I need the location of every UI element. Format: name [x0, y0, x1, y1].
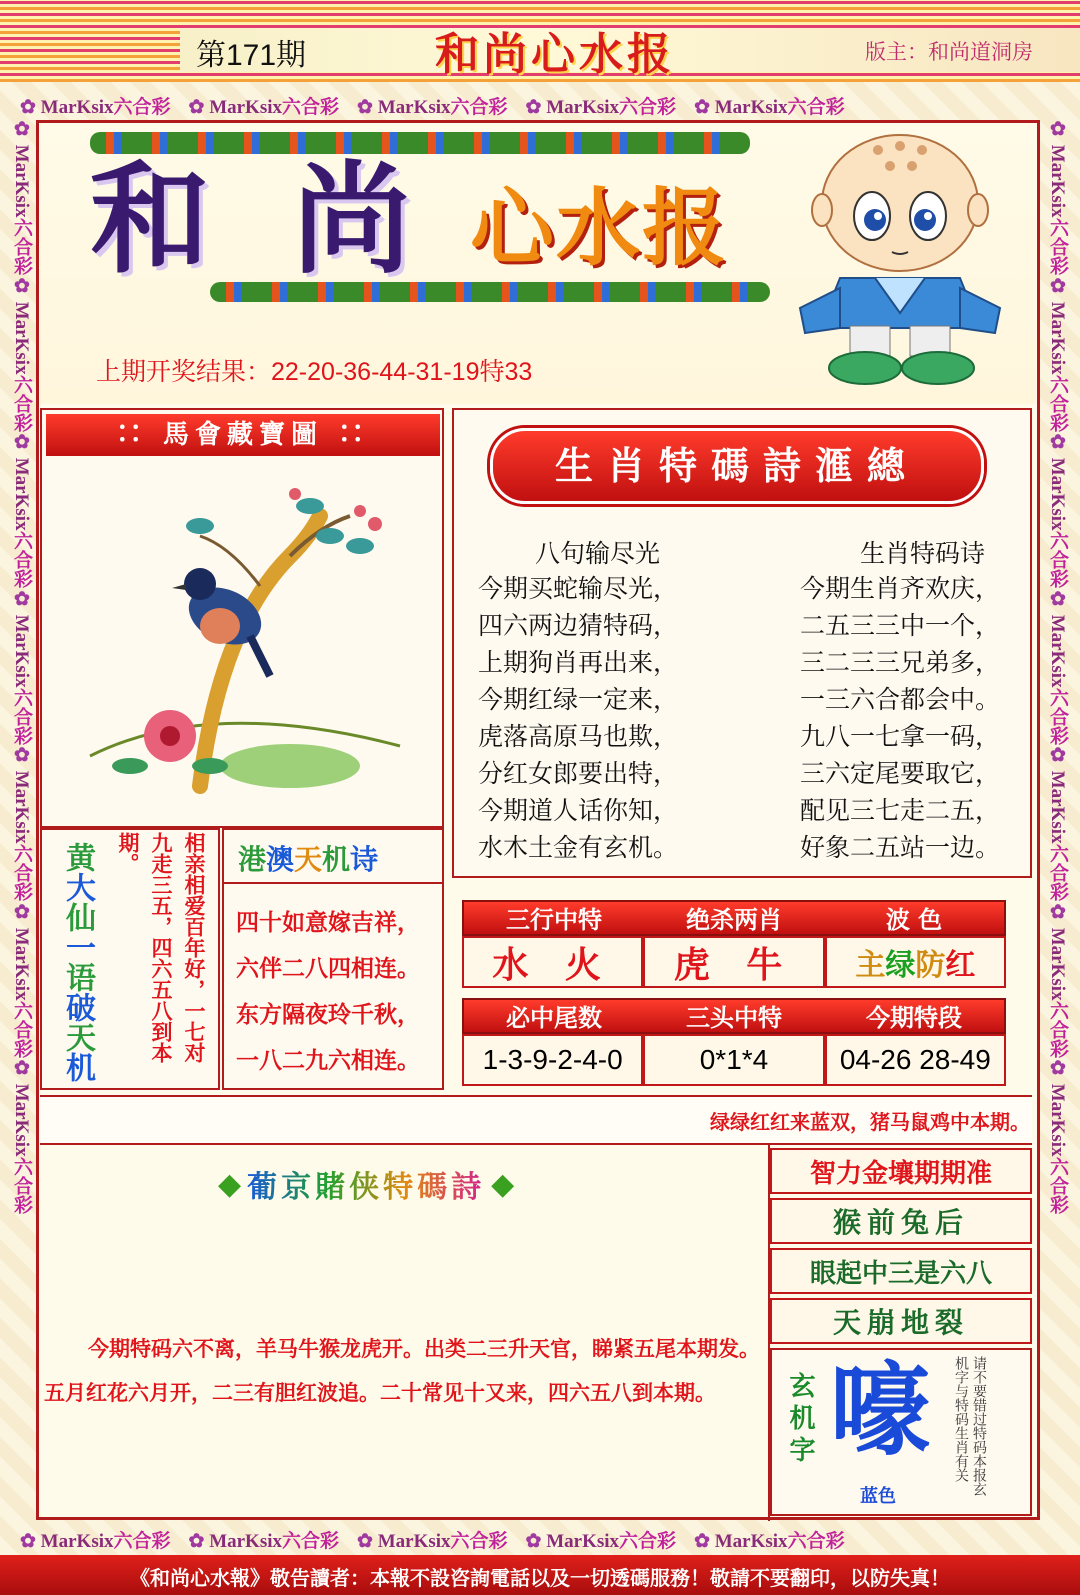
poem1-line: 今期买蛇输尽光， — [478, 574, 679, 603]
watermark-item — [11, 588, 32, 745]
watermark-item — [1047, 1057, 1068, 1214]
watermark-text: MarKsix — [11, 1084, 32, 1158]
hk-macau-title — [238, 838, 378, 878]
treasure-map-title: ∷ 馬會藏寶圖 ∷ — [46, 414, 440, 456]
watermark-item — [189, 97, 340, 118]
watermark-item — [1047, 275, 1068, 432]
hk-macau-title-char: 港 — [238, 843, 267, 876]
watermark-item — [11, 901, 32, 1058]
flower-icon: ✿ — [1047, 900, 1068, 928]
value-tail-numbers: 1-3-9-2-4-0 — [462, 1034, 643, 1086]
flower-icon: ✿ — [1047, 744, 1068, 772]
poem1-lines — [478, 570, 678, 866]
watermark-text: MarKsix — [11, 457, 32, 531]
value-wave — [825, 936, 1006, 988]
watermark-text: MarKsix — [1047, 614, 1068, 688]
watermark-cn: 六合彩 — [1047, 843, 1068, 901]
watermark-item — [1047, 118, 1068, 275]
flower-icon: ✿ — [694, 97, 715, 118]
watermark-text: MarKsix — [11, 614, 32, 688]
watermark-text: MarKsix — [1047, 457, 1068, 531]
slogan: 绿绿红红来蓝双，猪马鼠鸡中本期。 — [710, 1110, 1030, 1134]
header-wave-color: 波 色 — [885, 905, 943, 934]
hk-macau-title-char: 机 — [322, 843, 351, 876]
watermark-col-right — [1044, 118, 1071, 1518]
mystery-color: 蓝色 — [860, 1486, 896, 1507]
right-box-1: 智力金壤期期准 — [770, 1148, 1032, 1194]
hk-macau-title-char: 诗 — [350, 843, 379, 876]
watermark-item — [526, 1531, 677, 1552]
header-three-heads: 三头中特 — [686, 1003, 782, 1032]
watermark-cn: 六合彩 — [619, 97, 677, 118]
monk-illustration — [780, 128, 1030, 388]
watermark-cn: 六合彩 — [11, 1000, 32, 1058]
watermark-text: MarKsix — [1047, 301, 1068, 375]
header-kill-two: 绝杀两肖 — [686, 905, 782, 934]
watermark-cn: 六合彩 — [11, 1157, 32, 1215]
hk-macau-line: 东方隔夜玲千秋， — [236, 1001, 420, 1028]
wong-tai-sin-text: 相亲相爱百年好，一七对九走三五，四六五八到本期。 — [116, 832, 207, 1063]
hk-macau-title-char: 天 — [294, 843, 323, 876]
watermark-cn: 六合彩 — [282, 1531, 340, 1552]
issue-number: 第171期 — [196, 39, 307, 72]
poem1-line: 今期红绿一定来， — [478, 685, 679, 714]
diamond-left-icon: ◆ — [218, 1166, 242, 1202]
watermark-cn: 六合彩 — [282, 97, 340, 118]
watermark-cn: 六合彩 — [619, 1531, 677, 1552]
wong-tai-sin-title-char: 大 — [60, 872, 95, 902]
watermark-item — [1047, 901, 1068, 1058]
value-three-heads: 0*1*4 — [643, 1034, 824, 1086]
watermark-cn: 六合彩 — [1047, 687, 1068, 745]
table-values-row1 — [462, 936, 1006, 988]
poem2-line: 配见三七走二五， — [800, 796, 1001, 825]
hk-macau-lines — [236, 900, 420, 1084]
flower-icon: ✿ — [525, 1531, 547, 1552]
wave-red: 红 — [945, 948, 976, 983]
watermark-cn: 六合彩 — [1047, 1157, 1068, 1215]
wong-tai-sin-title — [60, 842, 94, 1082]
watermark-cn: 六合彩 — [450, 1531, 508, 1552]
wong-tai-sin-title-char: 语 — [60, 962, 95, 992]
flower-icon: ✿ — [357, 1531, 378, 1552]
wong-tai-sin-title-char: 仙 — [60, 902, 95, 932]
flower-icon: ✿ — [525, 97, 547, 118]
watermark-cn: 六合彩 — [787, 1531, 845, 1552]
header-three-elements: 三行中特 — [506, 905, 602, 934]
watermark-text: MarKsix — [714, 97, 788, 118]
watermark-item — [11, 431, 32, 588]
watermark-cn: 六合彩 — [11, 217, 32, 275]
poem1-line: 上期狗肖再出来， — [478, 648, 679, 677]
watermark-text: MarKsix — [40, 1531, 114, 1552]
flower-icon: ✿ — [20, 1531, 41, 1552]
watermark-cn: 六合彩 — [113, 1531, 171, 1552]
mystery-char: 嚎 — [830, 1351, 930, 1469]
header-tail-numbers: 必中尾数 — [506, 1003, 602, 1032]
value-kill-zodiacs: 虎 牛 — [643, 936, 824, 988]
wave-green: 绿 — [885, 948, 916, 983]
poem2-line: 九八一七拿一码， — [800, 722, 1001, 751]
watermark-text: MarKsix — [209, 1531, 283, 1552]
flower-icon: ✿ — [1047, 1057, 1068, 1085]
right-box-2: 猴前兔后 — [770, 1198, 1032, 1244]
watermark-item — [11, 118, 32, 275]
watermark-text: MarKsix — [1047, 144, 1068, 218]
bird-branch-illustration — [60, 466, 430, 816]
watermark-cn: 六合彩 — [11, 687, 32, 745]
watermark-item — [20, 97, 171, 118]
watermark-text: MarKsix — [714, 1531, 788, 1552]
watermark-item — [1047, 588, 1068, 745]
watermark-item — [11, 275, 32, 432]
watermark-text: MarKsix — [1047, 1084, 1068, 1158]
flower-icon: ✿ — [20, 97, 41, 118]
watermark-row-top — [20, 92, 863, 119]
flower-icon: ✿ — [1047, 587, 1068, 615]
watermark-cn: 六合彩 — [113, 97, 171, 118]
masthead-title-2: 心水报 — [470, 178, 729, 277]
mystery-label: 玄机字 — [785, 1372, 815, 1468]
mystery-note: 请不要错过特码本报玄机字与特码生肖有关 — [953, 1356, 987, 1496]
poem2-line: 一三六合都会中。 — [800, 685, 1001, 714]
watermark-text: MarKsix — [209, 97, 283, 118]
watermark-item — [11, 744, 32, 901]
hk-macau-line: 四十如意嫁吉祥， — [236, 909, 420, 936]
value-special-range: 04-26 28-49 — [825, 1034, 1006, 1086]
watermark-item — [694, 97, 845, 118]
watermark-cn: 六合彩 — [787, 97, 845, 118]
poem2-line: 三六定尾要取它， — [800, 759, 1001, 788]
header-title: 和尚心水报 — [435, 29, 675, 80]
watermark-cn: 六合彩 — [11, 530, 32, 588]
macau-gambler-title — [218, 1162, 514, 1206]
watermark-item — [20, 1531, 171, 1552]
watermark-cn: 六合彩 — [1047, 374, 1068, 432]
watermark-text: MarKsix — [1047, 927, 1068, 1001]
watermark-cn: 六合彩 — [1047, 217, 1068, 275]
poem2-line: 三二三三兄弟多， — [800, 648, 1001, 677]
poem2-line: 二五三三中一个， — [800, 611, 1001, 640]
macau-gambler-text: 今期特码六不离，羊马牛猴龙虎开。出类二三升天官，睇紧五尾本期发。五月红花六月开，二三有胆红波追。二十常见十又来，四六五八到本期。 — [44, 1336, 760, 1405]
flower-icon: ✿ — [188, 97, 210, 118]
poem1-title: 八句输尽光 — [535, 539, 661, 568]
poem1-line: 虎落高原马也欺， — [478, 722, 679, 751]
watermark-text: MarKsix — [546, 1531, 620, 1552]
poem2-lines — [800, 570, 1000, 866]
watermark-item — [1047, 431, 1068, 588]
watermark-cn: 六合彩 — [11, 843, 32, 901]
watermark-text: MarKsix — [11, 771, 32, 844]
flower-icon: ✿ — [188, 1531, 210, 1552]
watermark-text: MarKsix — [40, 97, 114, 118]
wong-tai-sin-title-char: 机 — [60, 1052, 95, 1082]
flower-icon: ✿ — [11, 587, 32, 615]
watermark-item — [694, 1531, 845, 1552]
poem2-line: 今期生肖齐欢庆， — [800, 574, 1001, 603]
hk-macau-line: 一八二九六相连。 — [236, 1047, 420, 1074]
poem2-title: 生肖特码诗 — [860, 539, 986, 568]
masthead-title-1: 和 尚 — [90, 149, 432, 290]
flower-icon: ✿ — [11, 431, 32, 458]
poem1-line: 今期道人话你知， — [478, 796, 679, 825]
watermark-row-bottom — [20, 1526, 863, 1553]
hk-macau-title-char: 澳 — [266, 843, 295, 876]
flower-icon: ✿ — [11, 744, 32, 772]
table-values-row2 — [462, 1034, 1006, 1086]
watermark-text: MarKsix — [546, 97, 620, 118]
poem1-line: 水木土金有玄机。 — [478, 833, 679, 862]
right-box-4: 天崩地裂 — [770, 1298, 1032, 1344]
wong-tai-sin-title-char: 破 — [60, 992, 95, 1022]
hk-macau-divider — [222, 882, 444, 884]
watermark-text: MarKsix — [377, 1531, 451, 1552]
wong-tai-sin-title-char: 黄 — [60, 842, 95, 872]
hk-macau-line: 六伴二八四相连。 — [236, 955, 420, 982]
flower-icon: ✿ — [11, 274, 32, 302]
flower-icon: ✿ — [1047, 118, 1068, 145]
watermark-cn: 六合彩 — [1047, 530, 1068, 588]
footer-notice: 《和尚心水報》敬告讀者：本報不設咨詢電話以及一切透碼服務！敬請不要翻印，以防失真！ — [130, 1566, 950, 1590]
flower-icon: ✿ — [357, 97, 378, 118]
right-box-3: 眼起中三是六八 — [770, 1248, 1032, 1294]
header-special-range: 今期特段 — [866, 1003, 962, 1032]
wong-tai-sin-title-char: 一 — [60, 932, 95, 962]
flower-icon: ✿ — [11, 1057, 32, 1085]
watermark-item — [357, 1531, 508, 1552]
flower-icon: ✿ — [11, 900, 32, 928]
watermark-item — [11, 1057, 32, 1214]
watermark-cn: 六合彩 — [11, 374, 32, 432]
watermark-cn: 六合彩 — [1047, 1000, 1068, 1058]
flower-icon: ✿ — [1047, 431, 1068, 458]
flower-icon: ✿ — [694, 1531, 715, 1552]
macau-gambler-title-text: 葡京賭侠特碼詩 — [247, 1162, 485, 1206]
flower-icon: ✿ — [11, 118, 32, 145]
watermark-item — [526, 97, 677, 118]
table-header-row1 — [462, 900, 1006, 936]
watermark-text: MarKsix — [377, 97, 451, 118]
wave-main: 主 — [855, 948, 886, 983]
watermark-cn: 六合彩 — [450, 97, 508, 118]
wave-guard: 防 — [915, 948, 946, 983]
watermark-text: MarKsix — [11, 144, 32, 218]
watermark-text: MarKsix — [11, 301, 32, 375]
watermark-text: MarKsix — [11, 927, 32, 1001]
poem2-line: 好象二五站一边。 — [800, 833, 1001, 862]
flower-icon: ✿ — [1047, 274, 1068, 302]
watermark-text: MarKsix — [1047, 771, 1068, 844]
value-elements: 水 火 — [462, 936, 643, 988]
poem1-line: 四六两边猜特码， — [478, 611, 679, 640]
poem1-line: 分红女郎要出特， — [478, 759, 679, 788]
watermark-item — [1047, 744, 1068, 901]
watermark-item — [189, 1531, 340, 1552]
watermark-col-left — [8, 118, 35, 1518]
editor-credit: 版主：和尚道洞房 — [865, 40, 1033, 64]
table-header-row2 — [462, 998, 1006, 1034]
poems-title: 生肖特碼詩滙總 — [490, 428, 984, 504]
wong-tai-sin-title-char: 天 — [60, 1022, 95, 1052]
last-result: 上期开奖结果：22-20-36-44-31-19特33 — [96, 358, 533, 386]
diamond-right-icon: ◆ — [491, 1166, 515, 1202]
watermark-item — [357, 97, 508, 118]
